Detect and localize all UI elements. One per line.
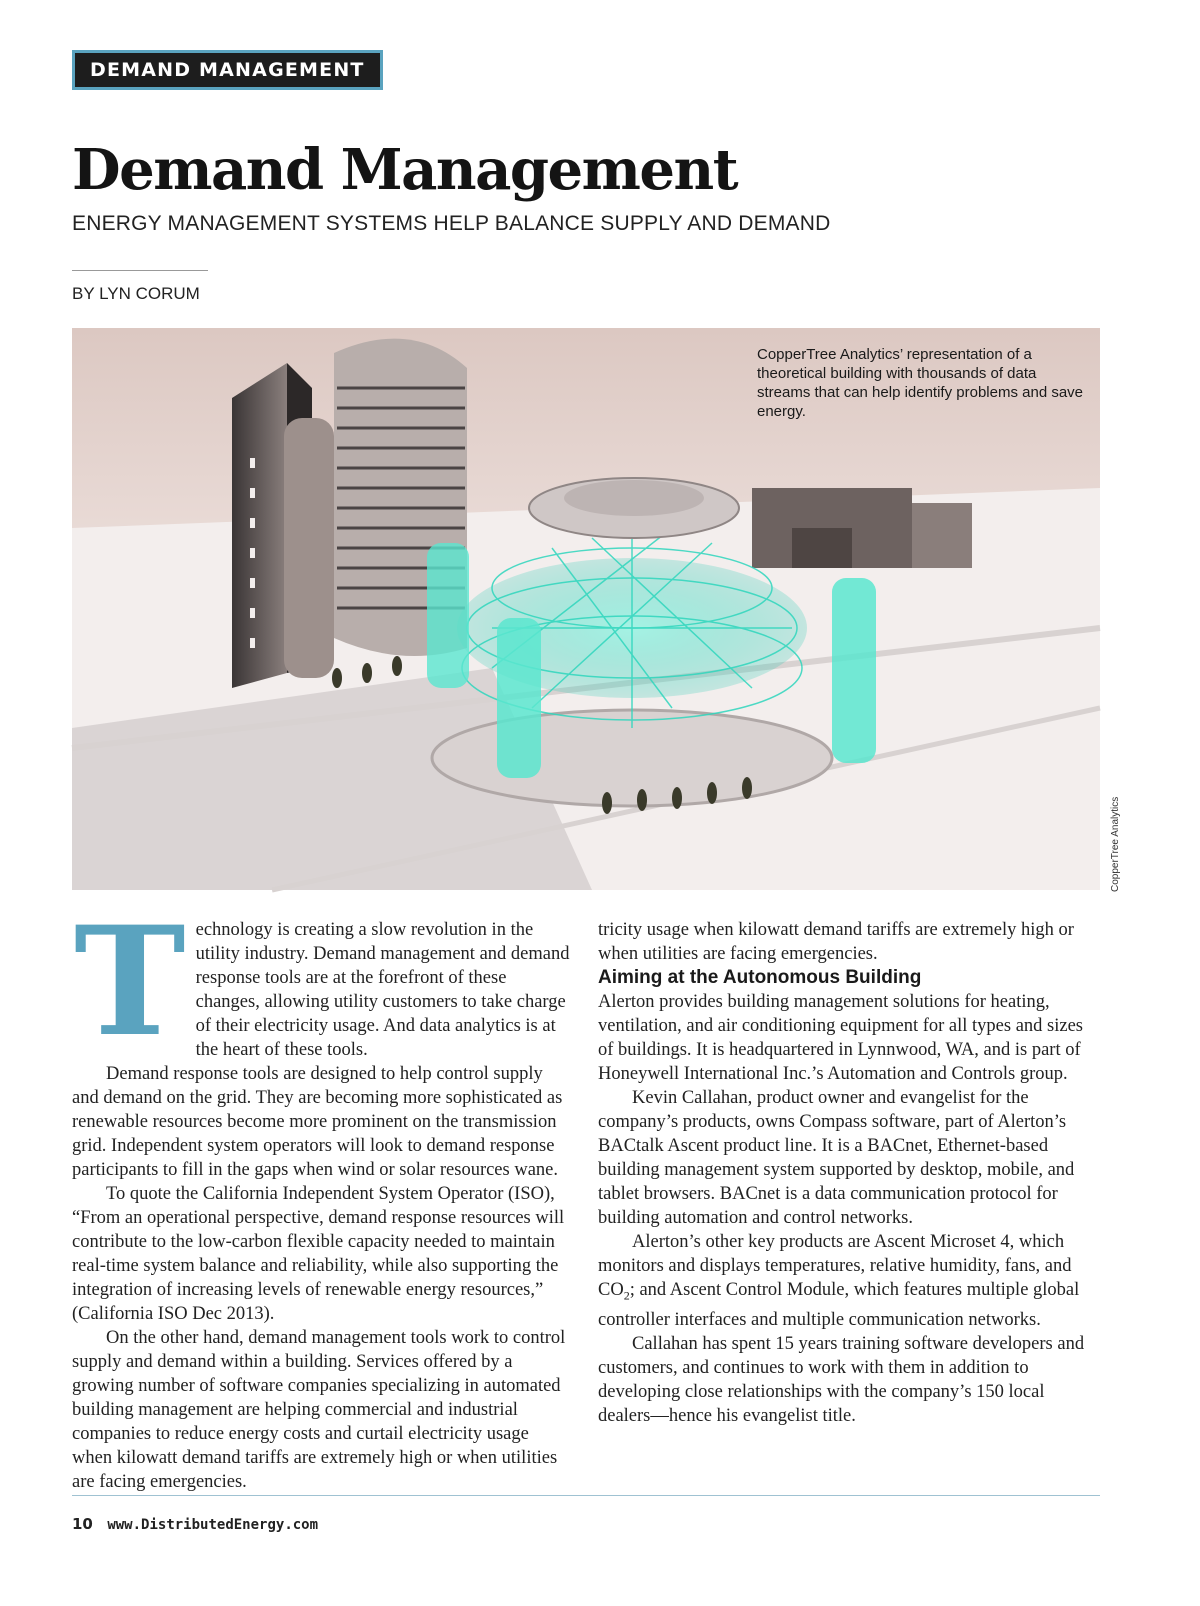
section-tag: DEMAND MANAGEMENT bbox=[72, 50, 383, 90]
article-subtitle: ENERGY MANAGEMENT SYSTEMS HELP BALANCE SUPPLY AND DEMAND bbox=[72, 212, 831, 235]
paragraph-demand-response: Demand response tools are designed to help control supply and demand on the grid. They are becoming more sophisticated as renewable resources become more prominent on the transmission grid. Independent system operators will look to demand response participants to fill in the gaps when wind or solar resources wane. bbox=[72, 1064, 563, 1180]
section-subhead: Aiming at the Autonomous Building bbox=[598, 967, 922, 988]
page-footer bbox=[72, 1515, 318, 1533]
figure-caption: CopperTree Analytics’ representation of a theoretical building with thousands of data streams that can help identify problems and save energy. bbox=[757, 346, 1084, 420]
paragraph-intro: echnology is creating a slow revolution in the utility industry. Demand management and demand response tools are at the forefront of these changes, allowing utility customers to take charge of their electricity usage. And data analytics is at the heart of these tools. bbox=[195, 920, 570, 1060]
page-number: 10 bbox=[72, 1515, 93, 1533]
paragraph-products bbox=[598, 1230, 1098, 1332]
products-text-b: ; and Ascent Control Module, which features multiple global controller interfaces and multiple communication networks. bbox=[598, 1280, 1080, 1330]
article-column-left bbox=[72, 894, 572, 1492]
paragraph-training: Callahan has spent 15 years training software developers and customers, and continues to work with them in addition to developing close relationships with the company’s 150 local dealers—hence his evangelist title. bbox=[598, 1333, 1085, 1426]
drop-cap: T bbox=[74, 894, 186, 1070]
paragraph-continued: tricity usage when kilowatt demand tariffs are extremely high or when utilities are facing emergencies. bbox=[598, 920, 1074, 964]
article-title: Demand Management bbox=[72, 137, 738, 203]
co2-subscript: 2 bbox=[623, 1288, 630, 1303]
photo-credit: CopperTree Analytics bbox=[1110, 796, 1121, 892]
footer-url[interactable]: www.DistributedEnergy.com bbox=[107, 1517, 319, 1533]
products-text-a: Alerton’s other key products are Ascent Microset 4, which monitors and displays temperatures, relative humidity, fans, and CO bbox=[598, 1232, 1072, 1300]
paragraph-alerton: Alerton provides building management solutions for heating, ventilation, and air conditioning equipment for all types and sizes of buildings. It is headquartered in Lynnwood, WA, and is part of Honeywell International Inc.’s Automation and Controls group. bbox=[598, 992, 1083, 1084]
paragraph-callahan: Kevin Callahan, product owner and evangelist for the company’s products, owns Compass software, part of Alerton’s BACtalk Ascent product line. It is a BACnet, Ethernet-based building management system supported by desktop, mobile, and tablet browsers. BACnet is a data communication protocol for building automation and control networks. bbox=[598, 1088, 1075, 1228]
article-column-right bbox=[598, 918, 1098, 1428]
byline: BY LYN CORUM bbox=[72, 284, 200, 303]
paragraph-caiso-quote: To quote the California Independent System Operator (ISO), “From an operational perspective, demand response resources will contribute to the low-carbon flexible capacity needed to maintain real-time system balance and reliability, while also supporting the integration of increasing levels of renewable energy resources,” (California ISO Dec 2013). bbox=[72, 1184, 565, 1324]
paragraph-demand-management: On the other hand, demand management tools work to control supply and demand within a building. Services offered by a growing number of software companies specializing in automated building management are helping commercial and industrial companies to reduce energy costs and curtail electricity usage when kilowatt demand tariffs are extremely high or when utilities are facing emergencies. bbox=[72, 1328, 566, 1492]
footer-rule bbox=[72, 1495, 1100, 1496]
byline-rule bbox=[72, 270, 208, 271]
